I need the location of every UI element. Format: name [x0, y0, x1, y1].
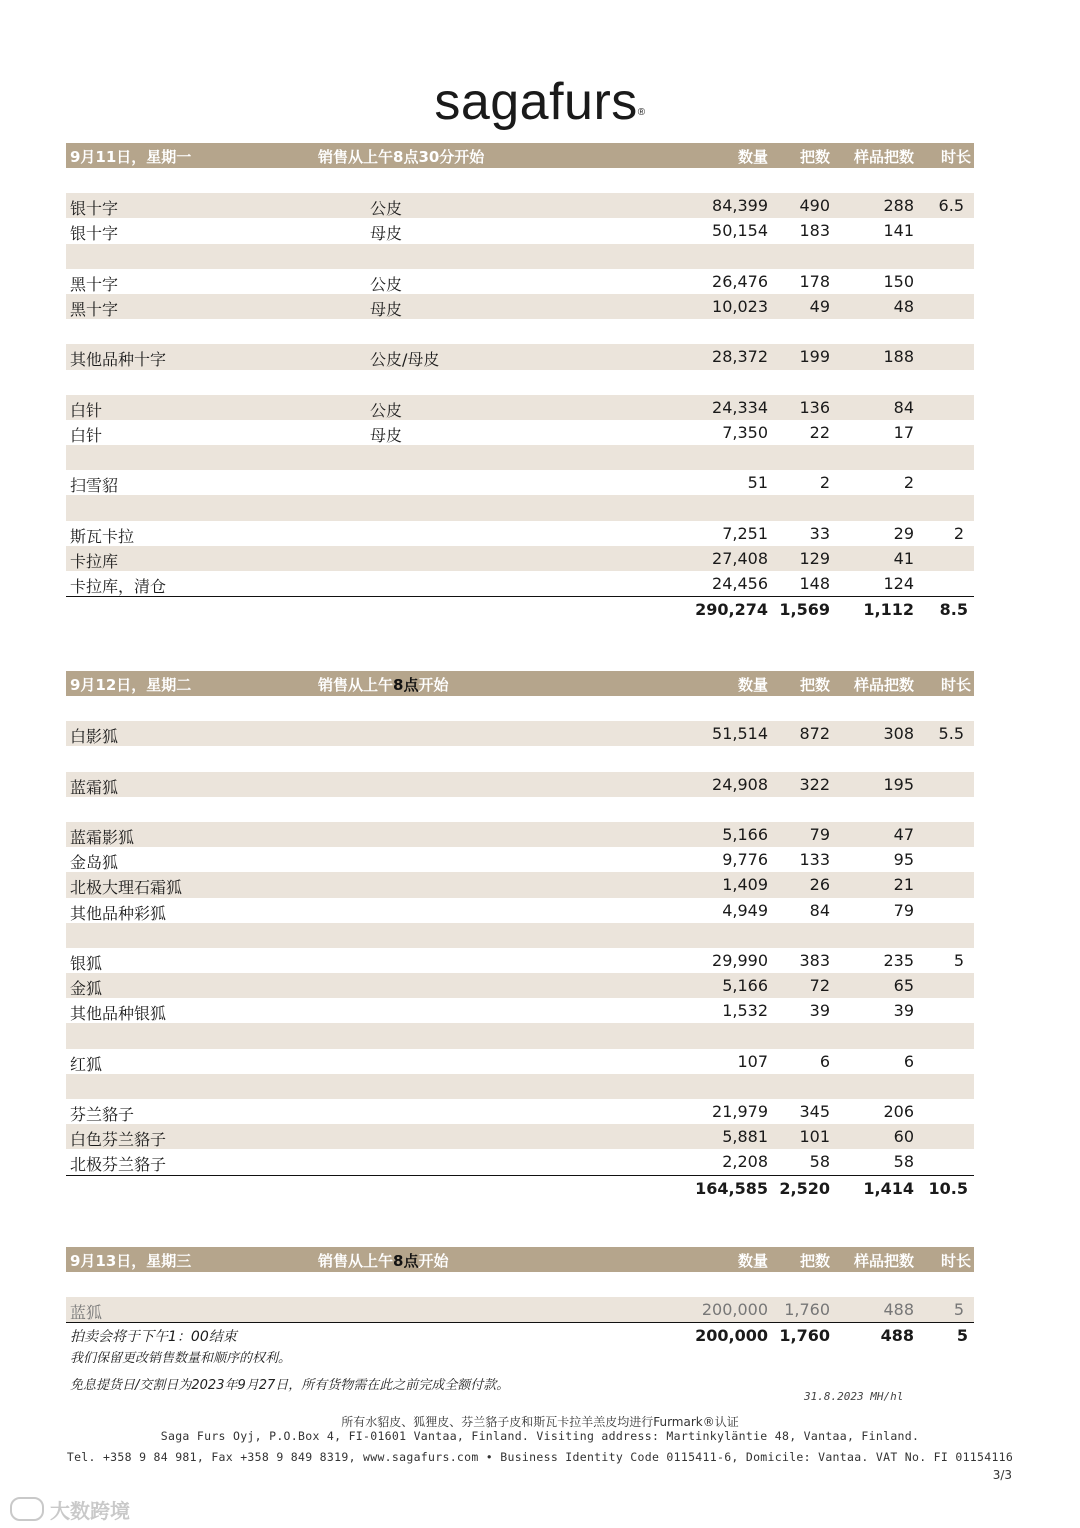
end-time-note: 拍卖会将于下午1：00结束 — [70, 1329, 237, 1346]
spacer-row — [66, 244, 974, 269]
col-duration: 时长 — [940, 676, 971, 694]
col-bundles: 把数 — [799, 676, 830, 694]
pelt-sex: 公皮 — [370, 199, 403, 219]
quantity: 5,166 — [722, 976, 768, 996]
quantity: 7,350 — [722, 422, 768, 442]
col-quantity: 数量 — [737, 148, 768, 166]
fur-type: 红狐 — [70, 1054, 103, 1074]
sale-day-section — [66, 1247, 974, 1349]
table-row — [66, 1297, 974, 1322]
pelt-sex: 公皮 — [370, 400, 403, 420]
page-number: 3/3 — [992, 1468, 1012, 1482]
spacer-row — [66, 797, 974, 822]
spacer-row — [66, 319, 974, 344]
fur-type: 卡拉库，清仓 — [70, 577, 167, 596]
col-duration: 时长 — [940, 148, 971, 166]
sample-bundles: 188 — [883, 347, 914, 367]
bundles: 58 — [809, 1152, 830, 1172]
spacer-row — [66, 746, 974, 771]
duration: 2 — [953, 523, 964, 543]
quantity: 4,949 — [722, 900, 768, 920]
table-row — [66, 822, 974, 847]
fur-type: 白针 — [70, 400, 103, 420]
pelt-sex: 公皮 — [370, 274, 403, 294]
fur-type: 芬兰貉子 — [70, 1105, 135, 1124]
total-row — [66, 596, 974, 623]
table-row — [66, 872, 974, 897]
section-header — [66, 143, 974, 168]
bundles: 39 — [809, 1001, 830, 1021]
quantity: 1,409 — [722, 875, 768, 895]
quantity: 24,908 — [712, 774, 768, 794]
payment-note: 免息提货日/交割日为2023年9月27日，所有货物需在此之前完成全额付款。 — [70, 1378, 510, 1393]
bundles: 2 — [819, 473, 830, 493]
sale-day-section — [66, 143, 974, 623]
pelt-sex: 公皮/母皮 — [370, 350, 440, 370]
total-sample-bundles: 488 — [880, 1326, 914, 1346]
bundles: 383 — [799, 950, 830, 970]
quantity: 50,154 — [712, 221, 768, 241]
quantity: 26,476 — [712, 271, 768, 291]
table-row — [66, 420, 974, 445]
col-quantity: 数量 — [737, 676, 768, 694]
sample-bundles: 48 — [893, 296, 914, 316]
sample-bundles: 6 — [903, 1051, 914, 1071]
bundles: 148 — [799, 574, 830, 593]
bundles: 22 — [809, 422, 830, 442]
quantity: 9,776 — [722, 850, 768, 870]
quantity: 51,514 — [712, 724, 768, 744]
bundles: 183 — [799, 221, 830, 241]
sale-date: 9月11日，星期一 — [70, 148, 192, 166]
spacer-row — [66, 445, 974, 470]
sale-start-time: 销售从上午8点开始 — [318, 676, 449, 694]
fur-type: 北极大理石霜狐 — [70, 878, 183, 898]
quantity: 107 — [737, 1051, 768, 1071]
fur-type: 其他品种银狐 — [70, 1004, 167, 1024]
quantity: 21,979 — [712, 1102, 768, 1121]
fur-type: 黑十字 — [70, 274, 119, 294]
table-row — [66, 395, 974, 420]
sale-date: 9月13日，星期三 — [70, 1252, 192, 1270]
section-header — [66, 671, 974, 696]
table-row — [66, 571, 974, 596]
section-header — [66, 1247, 974, 1272]
table-row — [66, 973, 974, 998]
quantity: 200,000 — [701, 1300, 768, 1320]
fur-type: 白针 — [70, 425, 103, 445]
bundles: 133 — [799, 850, 830, 870]
table-row — [66, 1049, 974, 1074]
total-sample-bundles: 1,112 — [863, 600, 914, 620]
quantity: 27,408 — [712, 548, 768, 568]
quantity: 5,881 — [722, 1127, 768, 1147]
col-sample-bundles: 样品把数 — [853, 676, 914, 694]
sample-bundles: 65 — [893, 976, 914, 996]
total-quantity: 290,274 — [695, 600, 768, 620]
fur-type: 银十字 — [70, 224, 119, 244]
bundles: 84 — [809, 900, 830, 920]
total-row — [66, 1175, 974, 1202]
quantity: 10,023 — [712, 296, 768, 316]
col-duration: 时长 — [940, 1252, 971, 1270]
table-row — [66, 470, 974, 495]
sample-bundles: 41 — [893, 548, 914, 568]
table-row — [66, 1124, 974, 1149]
table-row — [66, 721, 974, 746]
table-row — [66, 218, 974, 243]
spacer-row — [66, 1023, 974, 1048]
table-row — [66, 948, 974, 973]
quantity: 24,334 — [712, 397, 768, 417]
watermark: 大数跨境 — [10, 1495, 130, 1524]
watermark-logo-icon — [10, 1497, 44, 1521]
total-duration: 8.5 — [939, 600, 968, 620]
bundles: 178 — [799, 271, 830, 291]
col-sample-bundles: 样品把数 — [853, 1252, 914, 1270]
sample-bundles: 84 — [893, 397, 914, 417]
sample-bundles: 95 — [893, 850, 914, 870]
signature-line: 31.8.2023 MH/hl — [804, 1390, 904, 1403]
sample-bundles: 29 — [893, 523, 914, 543]
col-bundles: 把数 — [799, 148, 830, 166]
quantity: 7,251 — [722, 523, 768, 543]
bundles: 345 — [799, 1102, 830, 1121]
fur-type: 斯瓦卡拉 — [70, 526, 135, 546]
sample-bundles: 60 — [893, 1127, 914, 1147]
fur-type: 白影狐 — [70, 727, 119, 747]
bundles: 322 — [799, 774, 830, 794]
bundles: 1,760 — [784, 1300, 830, 1320]
table-row — [66, 193, 974, 218]
bundles: 6 — [819, 1051, 830, 1071]
quantity: 24,456 — [712, 574, 768, 593]
fur-type: 北极芬兰貉子 — [70, 1155, 167, 1175]
total-duration: 10.5 — [928, 1178, 968, 1198]
total-bundles: 2,520 — [779, 1178, 830, 1198]
total-bundles: 1,569 — [779, 600, 830, 620]
fur-type: 白色芬兰貉子 — [70, 1130, 167, 1150]
sample-bundles: 39 — [893, 1001, 914, 1021]
table-row — [66, 344, 974, 369]
sale-date: 9月12日，星期二 — [70, 676, 192, 694]
bundles: 129 — [799, 548, 830, 568]
fur-type: 金岛狐 — [70, 853, 119, 873]
fur-type: 蓝霜狐 — [70, 777, 119, 797]
pelt-sex: 母皮 — [370, 224, 403, 244]
sample-bundles: 2 — [903, 473, 914, 493]
quantity: 1,532 — [722, 1001, 768, 1021]
fur-type: 其他品种十字 — [70, 350, 167, 370]
col-bundles: 把数 — [799, 1252, 830, 1270]
bundles: 199 — [799, 347, 830, 367]
pelt-sex: 母皮 — [370, 299, 403, 319]
total-duration: 5 — [956, 1326, 968, 1346]
sample-bundles: 141 — [883, 221, 914, 241]
quantity: 29,990 — [712, 950, 768, 970]
spacer-row — [66, 923, 974, 948]
reserve-note: 我们保留更改销售数量和顺序的权利。 — [70, 1351, 292, 1366]
sample-bundles: 195 — [883, 774, 914, 794]
furmark-line: 所有水貂皮、狐狸皮、芬兰貉子皮和斯瓦卡拉羊羔皮均进行Furmark®认证 — [341, 1415, 739, 1429]
sample-bundles: 488 — [883, 1300, 914, 1320]
fur-type: 蓝狐 — [70, 1303, 103, 1323]
bundles: 872 — [799, 724, 830, 744]
table-row — [66, 294, 974, 319]
total-bundles: 1,760 — [779, 1326, 830, 1346]
sale-start-time: 销售从上午8点开始 — [318, 1252, 449, 1270]
table-row — [66, 1099, 974, 1124]
duration: 6.5 — [938, 196, 964, 216]
sale-start-time: 销售从上午8点30分开始 — [318, 148, 485, 166]
bundles: 136 — [799, 397, 830, 417]
bundles: 490 — [799, 196, 830, 216]
pelt-sex: 母皮 — [370, 425, 403, 445]
contact-line: Tel. +358 9 84 981, Fax +358 9 849 8319, www.sagafurs.com • Business Identity Code 0115411-6, Domicile: Vantaa. VAT No. FI 01154116 — [66, 1450, 1014, 1464]
fur-type: 其他品种彩狐 — [70, 903, 167, 923]
total-quantity: 164,585 — [695, 1178, 768, 1198]
table-row — [66, 998, 974, 1023]
sagafurs-logo: sagafurs® — [434, 73, 646, 131]
table-row — [66, 521, 974, 546]
quantity: 51 — [747, 473, 768, 493]
sample-bundles: 124 — [883, 574, 914, 593]
spacer-row — [66, 370, 974, 395]
table-row — [66, 546, 974, 571]
total-row — [66, 1322, 974, 1349]
sample-bundles: 17 — [893, 422, 914, 442]
sample-bundles: 235 — [883, 950, 914, 970]
total-sample-bundles: 1,414 — [863, 1178, 914, 1198]
spacer-row — [66, 495, 974, 520]
fur-type: 金狐 — [70, 979, 103, 999]
sample-bundles: 150 — [883, 271, 914, 291]
bundles: 49 — [809, 296, 830, 316]
bundles: 79 — [809, 824, 830, 844]
fur-type: 蓝霜影狐 — [70, 827, 135, 847]
table-row — [66, 269, 974, 294]
quantity: 84,399 — [712, 196, 768, 216]
sample-bundles: 21 — [893, 875, 914, 895]
spacer-row — [66, 1074, 974, 1099]
quantity: 28,372 — [712, 347, 768, 367]
sample-bundles: 47 — [893, 824, 914, 844]
bundles: 101 — [799, 1127, 830, 1147]
fur-type: 卡拉库 — [70, 551, 119, 571]
bundles: 72 — [809, 976, 830, 996]
table-row — [66, 847, 974, 872]
sample-bundles: 79 — [893, 900, 914, 920]
address-line: Saga Furs Oyj, P.O.Box 4, FI-01601 Vantaa, Finland. Visiting address: Martinkyläntie 48, Vantaa, Finland. — [160, 1429, 920, 1443]
fur-type: 银十字 — [70, 199, 119, 219]
total-quantity: 200,000 — [695, 1326, 768, 1346]
duration: 5.5 — [938, 724, 964, 744]
col-quantity: 数量 — [737, 1252, 768, 1270]
quantity: 5,166 — [722, 824, 768, 844]
duration: 5 — [953, 950, 964, 970]
table-row — [66, 1149, 974, 1174]
col-sample-bundles: 样品把数 — [853, 148, 914, 166]
sample-bundles: 308 — [883, 724, 914, 744]
duration: 5 — [953, 1300, 964, 1320]
quantity: 2,208 — [722, 1152, 768, 1172]
sample-bundles: 206 — [883, 1102, 914, 1121]
sale-day-section — [66, 671, 974, 1202]
fur-type: 扫雪貂 — [70, 476, 119, 496]
sample-bundles: 58 — [893, 1152, 914, 1172]
bundles: 26 — [809, 875, 830, 895]
fur-type: 银狐 — [70, 953, 103, 973]
fur-type: 黑十字 — [70, 299, 119, 319]
sample-bundles: 288 — [883, 196, 914, 216]
bundles: 33 — [809, 523, 830, 543]
table-row — [66, 772, 974, 797]
table-row — [66, 898, 974, 923]
